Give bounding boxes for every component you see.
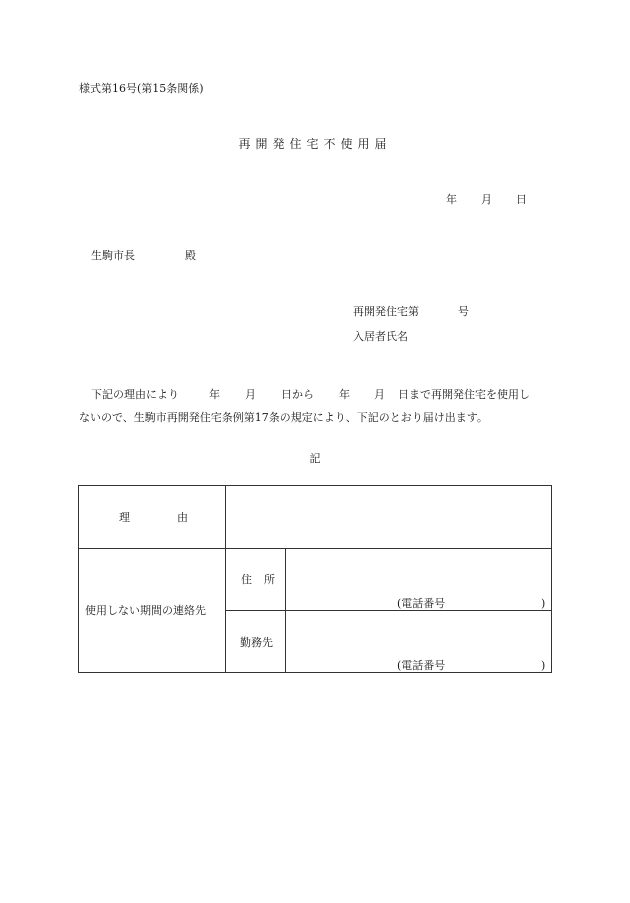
date-year: 年	[446, 193, 457, 206]
addressee-honorific: 殿	[185, 249, 196, 262]
date-day: 日	[516, 193, 527, 206]
table-divider-reason	[79, 548, 551, 549]
body-year2: 年	[339, 388, 350, 401]
addressee-name: 生駒市長	[91, 249, 135, 262]
address-phone-close: )	[541, 597, 546, 610]
body-line1-end: 日まで再開発住宅を使用し	[398, 388, 530, 401]
workplace-label: 勤務先	[240, 636, 273, 649]
body-day1: 日から	[281, 388, 314, 401]
form-table	[78, 485, 552, 673]
reason-label-char2: 由	[177, 511, 188, 524]
form-number: 様式第16号(第15条関係)	[79, 82, 204, 95]
address-label-char1: 住	[241, 573, 252, 586]
address-phone-label: (電話番号	[397, 597, 446, 610]
housing-number-suffix: 号	[458, 305, 469, 318]
address-label-char2: 所	[264, 573, 275, 586]
table-divider-contact	[225, 610, 551, 611]
document-title: 再開発住宅不使用届	[238, 137, 392, 151]
notation-mark: 記	[309, 452, 321, 465]
reason-field[interactable]	[307, 512, 537, 526]
body-month2: 月	[374, 388, 385, 401]
body-month1: 月	[245, 388, 256, 401]
workplace-phone-close: )	[541, 659, 546, 672]
body-year1: 年	[209, 388, 220, 401]
date-month: 月	[481, 193, 492, 206]
workplace-phone-label: (電話番号	[397, 659, 446, 672]
body-line1-start: 下記の理由により	[91, 388, 179, 401]
resident-name-label: 入居者氏名	[353, 330, 408, 343]
table-divider-label	[225, 486, 226, 672]
body-line-2: ないので、生駒市再開発住宅条例第17条の規定により、下記のとおり届け出ます。	[79, 411, 488, 424]
reason-label-char1: 理	[119, 511, 130, 524]
housing-number-label: 再開発住宅第	[353, 305, 419, 318]
contact-period-label: 使用しない期間の連絡先	[85, 604, 206, 617]
